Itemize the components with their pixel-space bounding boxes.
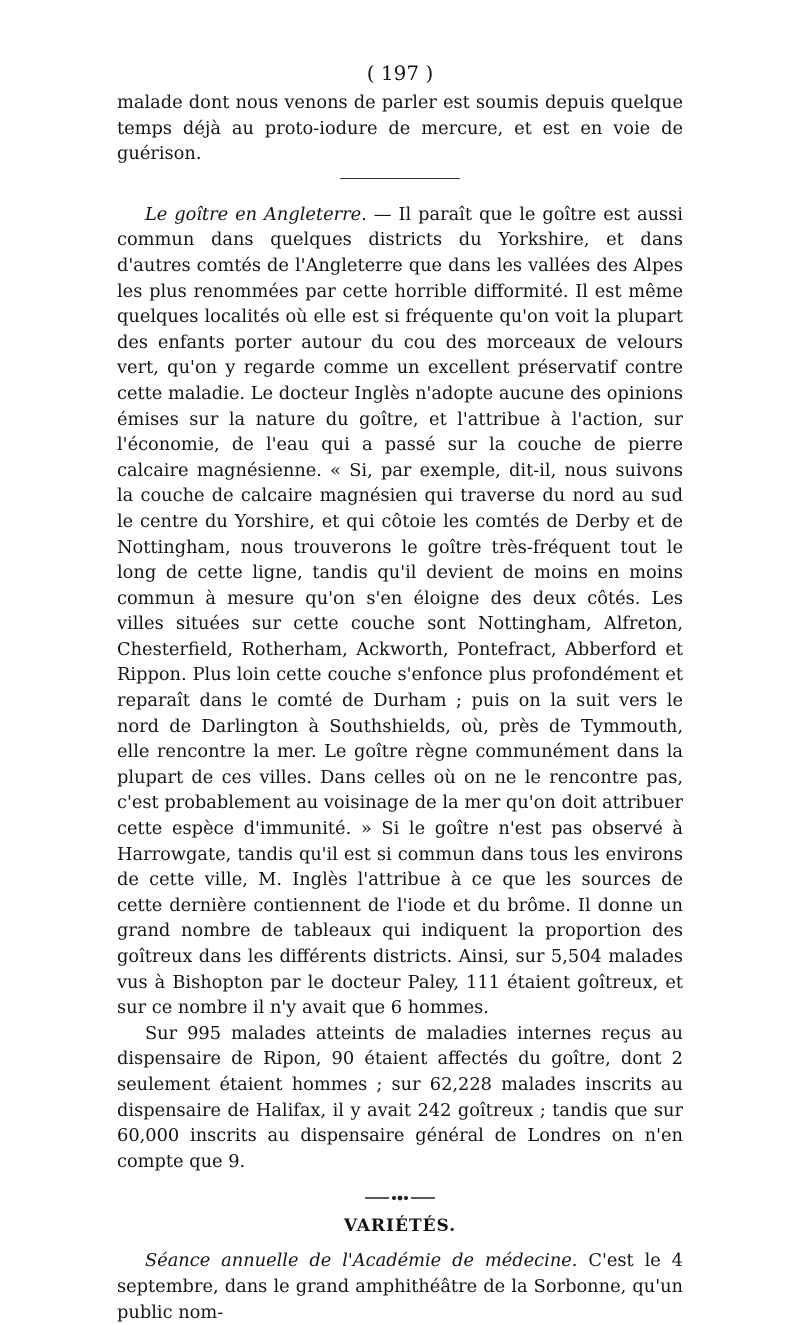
varietes-title: Séance annuelle de l'Académie de médecine. — [145, 1250, 578, 1272]
goitre-paragraph — [117, 202, 683, 1021]
continuation-paragraph: malade dont nous venons de parler est soumis depuis quelque temps déjà au proto-iodure de mercure, et est en voie de guérison. — [117, 92, 683, 165]
section-ornament — [117, 1194, 683, 1202]
page-number: ( 197 ) — [366, 61, 434, 85]
goitre-title: Le goître en Angleterre. — [145, 203, 367, 225]
varietes-paragraph — [117, 1248, 683, 1325]
varietes-body: C'est le 4 septembre, dans le grand amphithéâtre de la Sorbonne, qu'un public nom- — [117, 1250, 683, 1323]
ornament-icon — [363, 1194, 437, 1202]
book-page — [117, 60, 683, 1325]
separator-rule — [340, 178, 460, 179]
dispensary-paragraph: Sur 995 malades atteints de maladies internes reçus au dispensaire de Ripon, 90 étaient affectés du goître, dont 2 seulement étaient hommes ; sur 62,228 malades inscrits au dispensaire de Halifax, il y avait 242 goîtreux ; tandis que sur 60,000 inscrits au dispensaire général de Londres on n'en compte que 9. — [117, 1022, 683, 1172]
goitre-body: — Il paraît que le goître est aussi commun dans quelques districts du Yorkshire, et dans d'autres comtés de l'Angleterre que dans les vallées des Alpes les plus renommées par cette horrible difformité. Il est même quelques localités où elle est si fréquente qu'on voit la plupart des enfants porter autour du cou des morceaux de velours vert, qu'on y regarde comme un excellent préservatif contre cette maladie. Le docteur Inglès n'adopte aucune des opinions émises sur la nature du goître, et l'attribue à l'action, sur l'économie, de l'eau qui a passé sur la couche de pierre calcaire magnésienne. « Si, par exemple, dit-il, nous suivons la couche de calcaire magnésien qui traverse du nord au sud le centre du Yorshire, et qui côtoie les comtés de Derby et de Nottingham, nous trouverons le goître très-fréquent tout le long de cette ligne, tandis qu'il devient de moins en moins commun à mesure qu'on s'en éloigne des deux côtés. Les villes situées sur cette couche sont Nottingham, Alfreton, Chesterfield, Rotherham, Ackworth, Pontefract, Abberford et Rippon. Plus loin cette couche s'enfonce plus profondément et reparaît dans le comté de Durham ; puis on la suit vers le nord de Darlington à Southshields, où, près de Tymmouth, elle rencontre la mer. Le goître règne communément dans la plupart de ces villes. Dans celles où on ne le rencontre pas, c'est probablement au voisinage de la mer qu'on doit attribuer cette espèce d'immunité. » Si le goître n'est pas observé à Harrowgate, tandis qu'il est si commun dans tous les environs de cette ville, M. Inglès l'attribue à ce que les sources de cette dernière contiennent de l'iode et du brôme. Il donne un grand nombre de tableaux qui indiquent la proportion des goîtreux dans les différents districts. Ainsi, sur 5,504 malades vus à Bishopton par le docteur Paley, 111 étaient goîtreux, et sur ce nombre il n'y avait que 6 hommes. — [117, 203, 683, 1019]
varietes-heading: VARIÉTÉS. — [343, 1216, 457, 1237]
